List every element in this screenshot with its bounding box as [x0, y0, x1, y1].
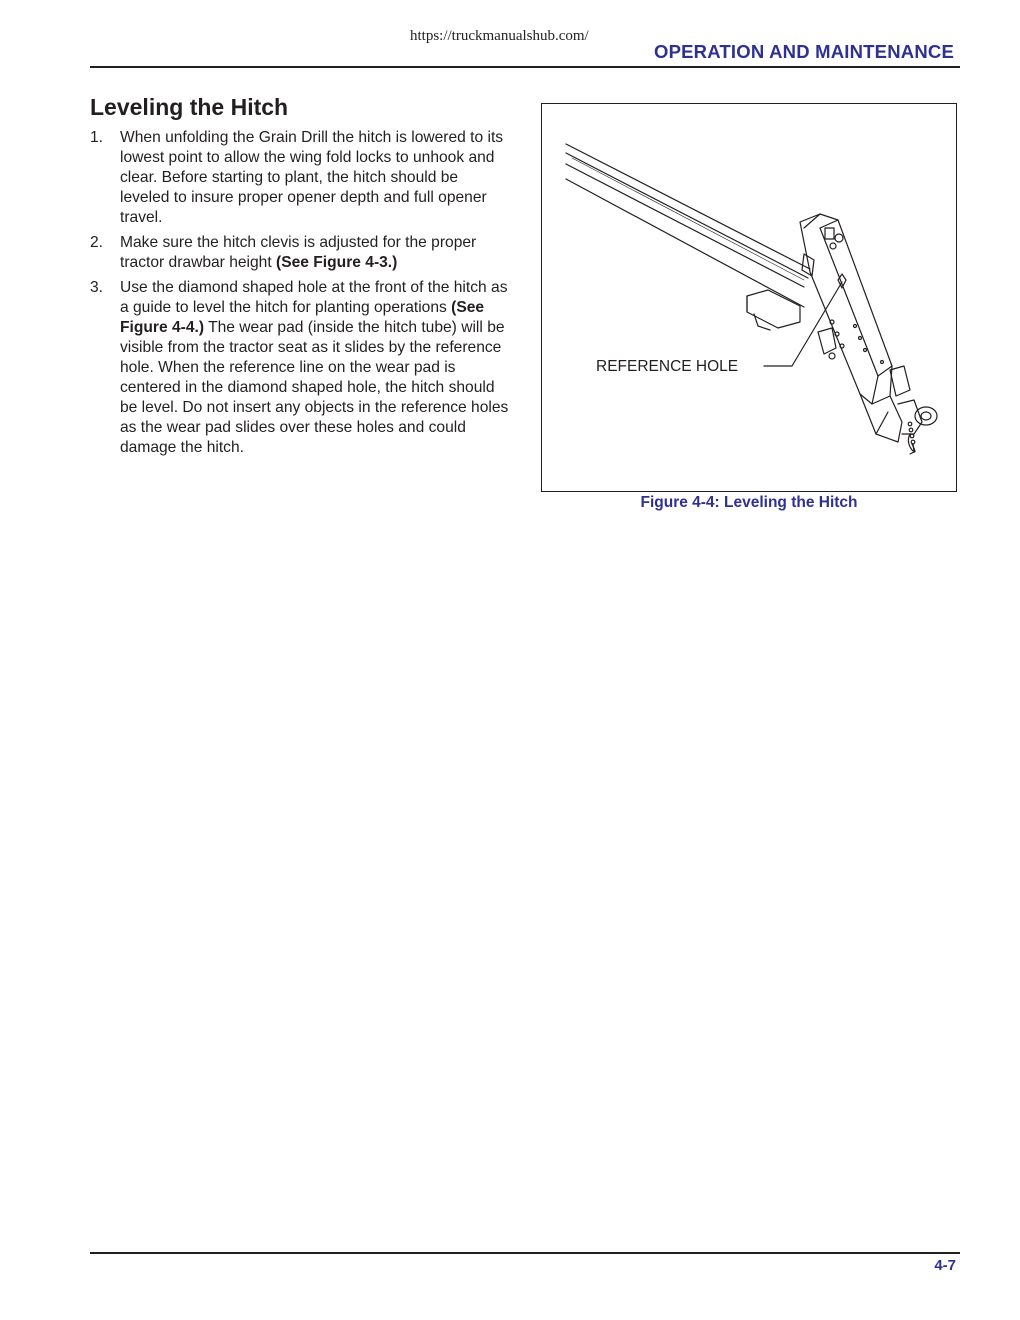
figure-reference: (See Figure 4-3.): [276, 254, 398, 271]
list-item: [90, 128, 510, 228]
step-text-continued: The wear pad (inside the hitch tube) will be visible from the tractor seat as it slides by the reference hole. When the reference line on the wear pad is centered in the diamond shaped hole, the hitch should be level. Do not insert any objects in the reference holes as the wear pad slides over these holes and could damage the hitch.: [120, 319, 509, 456]
section-title: OPERATION AND MAINTENANCE: [654, 41, 954, 62]
hitch-illustration: [542, 104, 956, 491]
step-number: 3.: [90, 279, 104, 296]
callout-label: REFERENCE HOLE: [596, 358, 739, 375]
figure-reference: (See Figure 4-4.): [120, 299, 485, 336]
list-item: [90, 278, 510, 458]
figure-frame: [541, 103, 957, 492]
footer-rule: [90, 1252, 960, 1254]
step-number: 1.: [90, 129, 104, 146]
step-text: Use the diamond shaped hole at the front of the hitch as a guide to level the hitch for planting operations: [120, 279, 508, 316]
header-rule: [90, 66, 960, 68]
step-text: When unfolding the Grain Drill the hitch is lowered to its lowest point to allow the wing fold locks to unhook and clear. Before starting to plant, the hitch should be leveled to insure proper opener depth and full opener travel.: [120, 129, 504, 226]
step-number: 2.: [90, 234, 104, 251]
figure-caption: Figure 4-4: Leveling the Hitch: [640, 494, 858, 511]
instruction-list: [90, 128, 510, 463]
list-item: [90, 233, 510, 273]
page-number: 4-7: [934, 1257, 956, 1274]
page-heading: Leveling the Hitch: [90, 94, 289, 120]
step-text: Make sure the hitch clevis is adjusted for the proper tractor drawbar height: [120, 234, 477, 271]
source-url: https://truckmanualshub.com/: [410, 28, 589, 44]
